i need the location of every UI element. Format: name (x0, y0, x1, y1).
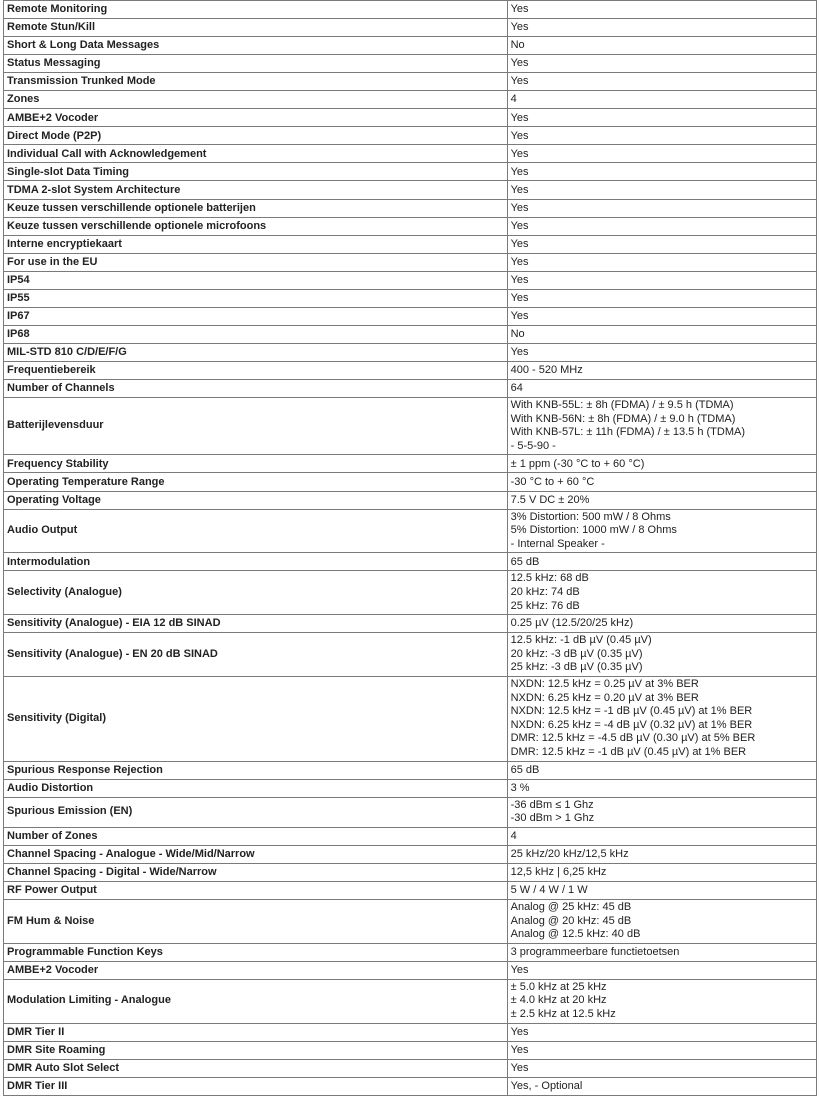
spec-row (4, 73, 817, 91)
spec-value-line: - Internal Speaker - (510, 537, 605, 550)
spec-value (507, 19, 816, 37)
spec-value (507, 37, 816, 55)
spec-value-line: 3% Distortion: 500 mW / 8 Ohms (510, 510, 671, 523)
spec-label: DMR Site Roaming (4, 1041, 508, 1059)
spec-row (4, 1077, 817, 1095)
spec-row (4, 863, 817, 881)
spec-value-line: NXDN: 6.25 kHz = 0.20 µV at 3% BER (510, 691, 699, 704)
spec-row (4, 289, 817, 307)
spec-label: Spurious Emission (EN) (4, 797, 508, 827)
spec-value-line: Yes (510, 75, 529, 88)
spec-label: Frequency Stability (4, 455, 508, 473)
spec-value (507, 73, 816, 91)
spec-row (4, 343, 817, 361)
spec-value-line: NXDN: 12.5 kHz = -1 dB µV (0.45 µV) at 1% BER (510, 705, 753, 718)
spec-row (4, 571, 817, 615)
spec-value-line: 0.25 µV (12.5/20/25 kHz) (510, 617, 634, 630)
specifications-table (3, 0, 817, 1096)
spec-value-line: Yes (510, 201, 529, 214)
spec-value (507, 553, 816, 571)
spec-value (507, 509, 816, 553)
spec-label: DMR Tier II (4, 1023, 508, 1041)
spec-value-line: 3 programmeerbare functietoetsen (510, 946, 680, 959)
spec-label: Keuze tussen verschillende optionele batterijen (4, 199, 508, 217)
spec-value-line: Yes (510, 964, 529, 977)
spec-value (507, 491, 816, 509)
spec-row (4, 900, 817, 944)
spec-row (4, 109, 817, 127)
spec-row (4, 307, 817, 325)
spec-label: IP67 (4, 307, 508, 325)
spec-value-line: 20 kHz: -3 dB µV (0.35 µV) (510, 647, 643, 660)
spec-row (4, 271, 817, 289)
spec-label: Sensitivity (Analogue) - EN 20 dB SINAD (4, 633, 508, 677)
spec-value-line: -30 °C to + 60 °C (510, 475, 595, 488)
spec-label: Zones (4, 91, 508, 109)
spec-row (4, 979, 817, 1023)
spec-value-line: 12,5 kHz | 6,25 kHz (510, 866, 607, 879)
spec-label: Interne encryptiekaart (4, 235, 508, 253)
spec-label: Number of Channels (4, 379, 508, 397)
spec-row (4, 379, 817, 397)
spec-value-line: Yes (510, 165, 529, 178)
spec-value-line: Yes (510, 310, 529, 323)
spec-value-line: ± 1 ppm (-30 °C to + 60 °C) (510, 457, 645, 470)
spec-label: Spurious Response Rejection (4, 761, 508, 779)
spec-label: IP55 (4, 289, 508, 307)
spec-value-line: No (510, 39, 525, 52)
spec-value (507, 398, 816, 455)
spec-row (4, 455, 817, 473)
spec-label: Operating Temperature Range (4, 473, 508, 491)
spec-value-line: 20 kHz: 74 dB (510, 585, 580, 598)
spec-value (507, 253, 816, 271)
spec-value-line: 12.5 kHz: 68 dB (510, 572, 589, 585)
spec-value (507, 379, 816, 397)
spec-value-line: Analog @ 20 kHz: 45 dB (510, 914, 632, 927)
spec-label: Status Messaging (4, 55, 508, 73)
spec-row (4, 827, 817, 845)
spec-row (4, 1, 817, 19)
spec-label: Channel Spacing - Analogue - Wide/Mid/Narrow (4, 845, 508, 863)
spec-value-line: -30 dBm > 1 Ghz (510, 812, 595, 825)
spec-value-line: 25 kHz: 76 dB (510, 599, 580, 612)
spec-value (507, 676, 816, 761)
spec-row (4, 676, 817, 761)
spec-value-line: - 5-5-90 - (510, 439, 556, 452)
spec-value-line: Yes (510, 255, 529, 268)
spec-value-line: Yes (510, 147, 529, 160)
spec-row (4, 55, 817, 73)
spec-value (507, 1, 816, 19)
spec-value-line: With KNB-57L: ± 11h (FDMA) / ± 13.5 h (TDMA) (510, 426, 745, 439)
spec-value-line: 400 - 520 MHz (510, 364, 583, 377)
spec-label: Short & Long Data Messages (4, 37, 508, 55)
spec-value-line: Yes (510, 21, 529, 34)
spec-value (507, 307, 816, 325)
spec-label: Keuze tussen verschillende optionele microfoons (4, 217, 508, 235)
spec-value-line: 4 (510, 93, 517, 106)
spec-value (507, 271, 816, 289)
spec-row (4, 779, 817, 797)
spec-label: DMR Auto Slot Select (4, 1059, 508, 1077)
spec-label: Single-slot Data Timing (4, 163, 508, 181)
spec-value (507, 199, 816, 217)
spec-row (4, 1023, 817, 1041)
spec-value-line: With KNB-55L: ± 8h (FDMA) / ± 9.5 h (TDMA) (510, 399, 734, 412)
spec-label: Operating Voltage (4, 491, 508, 509)
spec-value-line: Yes (510, 291, 529, 304)
spec-value (507, 633, 816, 677)
spec-value (507, 827, 816, 845)
spec-value (507, 615, 816, 633)
spec-value (507, 145, 816, 163)
spec-label: Sensitivity (Digital) (4, 676, 508, 761)
spec-value-line: 65 dB (510, 763, 540, 776)
spec-row (4, 1059, 817, 1077)
spec-row (4, 473, 817, 491)
spec-value (507, 455, 816, 473)
spec-value (507, 55, 816, 73)
spec-label: Programmable Function Keys (4, 943, 508, 961)
spec-value (507, 325, 816, 343)
spec-value-line: Yes, - Optional (510, 1080, 583, 1093)
spec-label: Number of Zones (4, 827, 508, 845)
spec-value-line: 5 W / 4 W / 1 W (510, 884, 588, 897)
spec-value (507, 343, 816, 361)
spec-value (507, 235, 816, 253)
spec-label: FM Hum & Noise (4, 900, 508, 944)
spec-value (507, 361, 816, 379)
spec-label: IP54 (4, 271, 508, 289)
spec-row (4, 1041, 817, 1059)
spec-label: MIL-STD 810 C/D/E/F/G (4, 343, 508, 361)
spec-label: Frequentiebereik (4, 361, 508, 379)
spec-row (4, 633, 817, 677)
spec-label: DMR Tier III (4, 1077, 508, 1095)
spec-value-line: 25 kHz: -3 dB µV (0.35 µV) (510, 661, 643, 674)
spec-value (507, 779, 816, 797)
spec-value (507, 1077, 816, 1095)
spec-value (507, 571, 816, 615)
spec-value (507, 961, 816, 979)
spec-label: RF Power Output (4, 881, 508, 899)
spec-row (4, 91, 817, 109)
spec-row (4, 509, 817, 553)
spec-value-line: -36 dBm ≤ 1 Ghz (510, 798, 594, 811)
spec-label: Intermodulation (4, 553, 508, 571)
spec-row (4, 127, 817, 145)
spec-row (4, 398, 817, 455)
spec-label: Sensitivity (Analogue) - EIA 12 dB SINAD (4, 615, 508, 633)
spec-row (4, 325, 817, 343)
spec-value (507, 1059, 816, 1077)
spec-row (4, 235, 817, 253)
spec-row (4, 553, 817, 571)
spec-label: IP68 (4, 325, 508, 343)
spec-row (4, 163, 817, 181)
spec-label: Channel Spacing - Digital - Wide/Narrow (4, 863, 508, 881)
spec-row (4, 145, 817, 163)
spec-label: Transmission Trunked Mode (4, 73, 508, 91)
spec-value-line: Yes (510, 1025, 529, 1038)
spec-value-line: Yes (510, 111, 529, 124)
spec-label: AMBE+2 Vocoder (4, 109, 508, 127)
spec-value-line: 7.5 V DC ± 20% (510, 493, 590, 506)
spec-label: Individual Call with Acknowledgement (4, 145, 508, 163)
spec-value-line: DMR: 12.5 kHz = -4.5 dB µV (0.30 µV) at 5% BER (510, 732, 756, 745)
spec-value (507, 863, 816, 881)
spec-value-line: 5% Distortion: 1000 mW / 8 Ohms (510, 524, 677, 537)
spec-row (4, 881, 817, 899)
spec-value-line: Analog @ 25 kHz: 45 dB (510, 901, 632, 914)
spec-value-line: No (510, 328, 525, 341)
spec-value (507, 1041, 816, 1059)
spec-value (507, 845, 816, 863)
spec-label: TDMA 2-slot System Architecture (4, 181, 508, 199)
spec-label: Audio Output (4, 509, 508, 553)
spec-label: Remote Stun/Kill (4, 19, 508, 37)
specifications-table-body (4, 1, 817, 1096)
spec-value (507, 473, 816, 491)
spec-value-line: Analog @ 12.5 kHz: 40 dB (510, 928, 641, 941)
spec-label: For use in the EU (4, 253, 508, 271)
spec-value-line: 25 kHz/20 kHz/12,5 kHz (510, 848, 629, 861)
spec-value-line: 64 (510, 382, 523, 395)
spec-value-line: 65 dB (510, 555, 540, 568)
spec-value-line: DMR: 12.5 kHz = -1 dB µV (0.45 µV) at 1% BER (510, 745, 747, 758)
spec-label: Audio Distortion (4, 779, 508, 797)
spec-value-line: Yes (510, 219, 529, 232)
spec-row (4, 761, 817, 779)
spec-value-line: With KNB-56N: ± 8h (FDMA) / ± 9.0 h (TDMA) (510, 412, 736, 425)
spec-row (4, 19, 817, 37)
spec-value-line: NXDN: 12.5 kHz = 0.25 µV at 3% BER (510, 677, 699, 690)
spec-row (4, 615, 817, 633)
spec-label: Selectivity (Analogue) (4, 571, 508, 615)
spec-value-line: 12.5 kHz: -1 dB µV (0.45 µV) (510, 634, 652, 647)
spec-value (507, 91, 816, 109)
spec-value-line: ± 2.5 kHz at 12.5 kHz (510, 1008, 616, 1021)
spec-value (507, 127, 816, 145)
spec-row (4, 253, 817, 271)
spec-value (507, 109, 816, 127)
spec-row (4, 943, 817, 961)
spec-value (507, 163, 816, 181)
spec-value-line: ± 4.0 kHz at 20 kHz (510, 994, 607, 1007)
spec-value-line: Yes (510, 346, 529, 359)
spec-label: Modulation Limiting - Analogue (4, 979, 508, 1023)
spec-row (4, 961, 817, 979)
spec-row (4, 491, 817, 509)
spec-value-line: 3 % (510, 781, 530, 794)
spec-value-line: Yes (510, 183, 529, 196)
spec-label: AMBE+2 Vocoder (4, 961, 508, 979)
spec-value (507, 900, 816, 944)
spec-value-line: Yes (510, 129, 529, 142)
spec-label: Direct Mode (P2P) (4, 127, 508, 145)
spec-value (507, 797, 816, 827)
spec-value-line: Yes (510, 57, 529, 70)
spec-value (507, 881, 816, 899)
spec-value (507, 979, 816, 1023)
spec-row (4, 181, 817, 199)
spec-value (507, 761, 816, 779)
spec-label: Remote Monitoring (4, 1, 508, 19)
spec-value-line: Yes (510, 1061, 529, 1074)
spec-value-line: Yes (510, 273, 529, 286)
spec-value (507, 289, 816, 307)
spec-row (4, 217, 817, 235)
spec-value-line: ± 5.0 kHz at 25 kHz (510, 980, 607, 993)
spec-row (4, 797, 817, 827)
spec-value-line: Yes (510, 1043, 529, 1056)
spec-value-line: 4 (510, 830, 517, 843)
spec-row (4, 845, 817, 863)
spec-value-line: Yes (510, 237, 529, 250)
spec-label: Batterijlevensduur (4, 398, 508, 455)
spec-value-line: NXDN: 6.25 kHz = -4 dB µV (0.32 µV) at 1% BER (510, 718, 753, 731)
spec-value (507, 1023, 816, 1041)
spec-value (507, 217, 816, 235)
spec-value (507, 181, 816, 199)
spec-row (4, 361, 817, 379)
spec-row (4, 37, 817, 55)
spec-value (507, 943, 816, 961)
spec-row (4, 199, 817, 217)
spec-value-line: Yes (510, 3, 529, 16)
